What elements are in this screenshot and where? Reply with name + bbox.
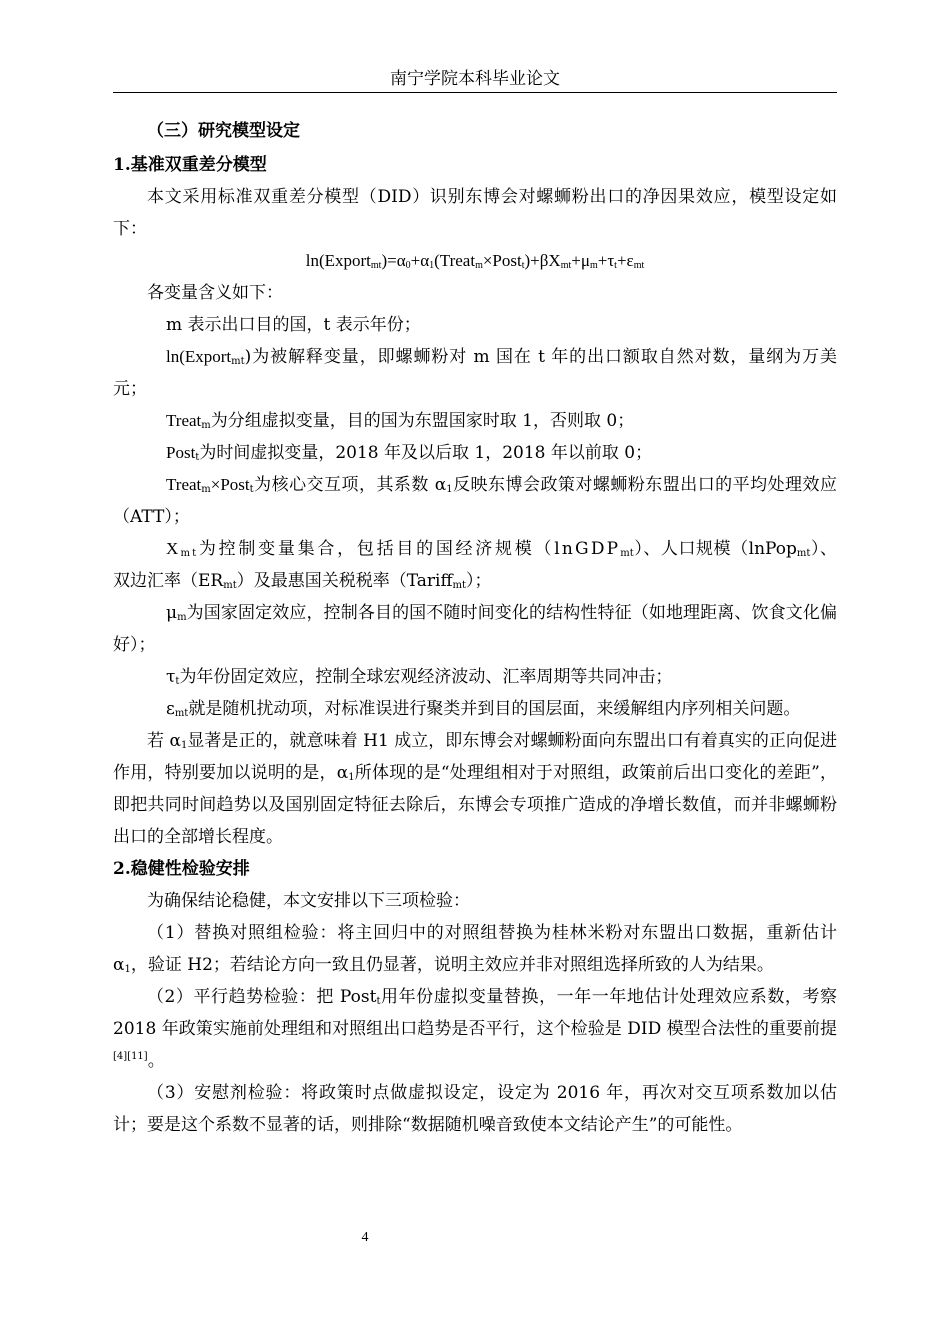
variables-intro: 各变量含义如下：: [147, 283, 283, 303]
robustness-check-2: （2）平行趋势检验：把 Post$_t$用年份虚拟变量替换，一年一年地估计处理效应系数，考察 2018 年政策实施前处理组和对照组出口趋势是否平行，这个检验是 DID 模型合法性的重要前提[4][11]。: [113, 987, 838, 1071]
var-ln-export: ln(Export$_{mt}$)为被解释变量，即螺蛳粉对 m 国在 t 年的出口额取自然对数，量纲为万美元；: [113, 347, 837, 399]
var-country-fe: $\mu_m$为国家固定效应，控制各目的国不随时间变化的结构性特征（如地理距离、饮食文化偏好）；: [113, 603, 837, 655]
header-rule: [113, 92, 837, 93]
robustness-intro: 为确保结论稳健，本文安排以下三项检验：: [147, 891, 470, 911]
page-header: 南宁学院本科毕业论文: [390, 69, 560, 89]
page-number: 4: [361, 1230, 369, 1245]
subsection-heading-1: 1.基准双重差分模型: [113, 155, 267, 175]
var-post: Post$_t$为时间虚拟变量，2018 年及以后取 1，2018 年以前取 0；: [166, 443, 653, 463]
page-body: [113, 113, 837, 1141]
did-formula: $\ln(Export_{mt})=\alpha_0+\alpha_1(Treat_m\times Post_t)+\beta X_{mt}+\mu_m+\tau_t+\varepsilon_{mt}$: [305, 251, 645, 271]
var-interaction: Treat$_m$×Post$_t$为核心交互项，其系数 $\alpha_1$反映东博会政策对螺蛳粉东盟出口的平均处理效应（ATT）；: [113, 475, 838, 527]
interpretation-paragraph: 若 $\alpha_1$显著是正的，就意味着 H1 成立，即东博会对螺蛳粉面向东盟出口有着真实的正向促进作用，特别要加以说明的是，$\alpha_1$所体现的是“处理组相对于对照组，政策前后出口变化的差距”，即把共同时间趋势以及国别固定特征去除后，东博会专项推广造成的净增长数值，而并非螺蛳粉出口的全部增长程度。: [113, 731, 838, 847]
section-heading: （三）研究模型设定: [147, 121, 300, 141]
var-treat: Treat$_m$为分组虚拟变量，目的国为东盟国家时取 1，否则取 0；: [166, 411, 635, 431]
var-controls: $X_{mt}$为控制变量集合，包括目的国经济规模（lnGDP$_{mt}$）、人口规模（lnPop$_{mt}$）、双边汇率$(ER_{mt})$及最惠国关税税率（Tariff$_{mt}$）；: [113, 539, 837, 591]
var-year-fe: $\tau_t$为年份固定效应，控制全球宏观经济波动、汇率周期等共同冲击；: [166, 667, 673, 687]
var-m-t: m 表示出口目的国，t 表示年份；: [166, 315, 421, 335]
citation-ref[interactable]: [4][11]: [113, 1051, 148, 1062]
robustness-check-1: （1）替换对照组检验：将主回归中的对照组替换为桂林米粉对东盟出口数据，重新估计 $\alpha_1$，验证 H2；若结论方向一致且仍显著，说明主效应并非对照组选择所致的人为结果。: [113, 923, 837, 975]
robustness-check-3: （3）安慰剂检验：将政策时点做虚拟设定，设定为 2016 年，再次对交互项系数加以估计；要是这个系数不显著的话，则排除“数据随机噪音致使本文结论产生”的可能性。: [113, 1083, 837, 1135]
intro-paragraph: 本文采用标准双重差分模型（DID）识别东博会对螺蛳粉出口的净因果效应，模型设定如下：: [113, 187, 837, 239]
subsection-heading-2: 2.稳健性检验安排: [113, 859, 250, 879]
var-error-term: $\varepsilon_{mt}$就是随机扰动项，对标准误进行聚类并到目的国层面，来缓解组内序列相关问题。: [166, 699, 801, 719]
